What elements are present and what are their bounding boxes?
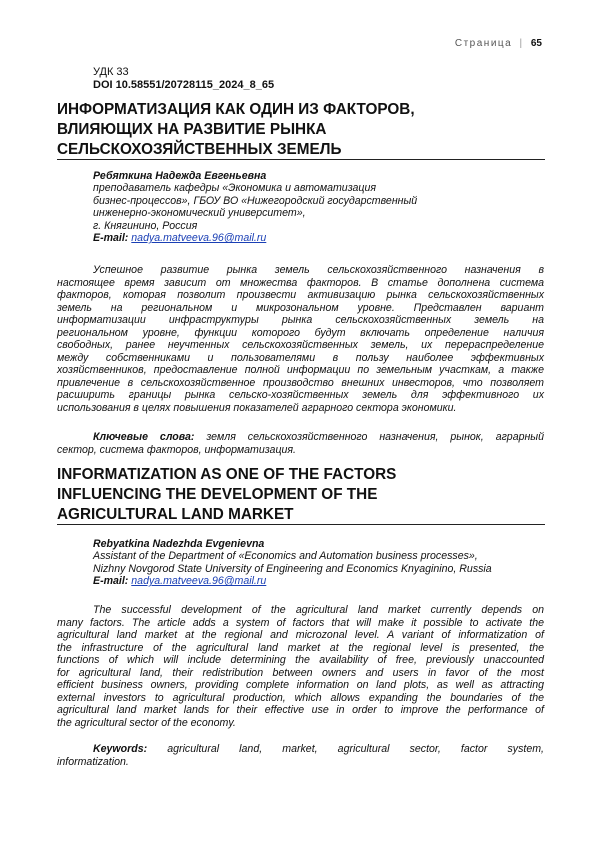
ru-affiliation-line: преподаватель кафедры «Экономика и автоматизация (93, 182, 377, 195)
ru-title (57, 100, 547, 160)
en-email-label: E-mail: (93, 575, 129, 588)
en-keywords-line: informatization. (57, 755, 129, 768)
en-author-block (93, 538, 543, 588)
udk-code: УДК 33 (93, 66, 129, 78)
ru-abstract-line: использования в целях повышения показателей аграрного сектора экономики. (57, 401, 457, 414)
en-abstract-line: external investors to agricultural production, which allows expanding the boundaries of the (57, 691, 544, 704)
en-abstract-line: agricultural land market at the regional and microzonal level. A variant of informatization of (57, 629, 544, 641)
ru-affiliation-line: бизнес-процессов», ГБОУ ВО «Нижегородский государственный (93, 194, 418, 207)
ru-abstract-line: факторов, которая позволит произвести активизацию рынка сельскохозяйственных (57, 289, 544, 301)
ru-title-line: СЕЛЬСКОХОЗЯЙСТВЕННЫХ ЗЕМЕЛЬ (57, 141, 342, 158)
ru-abstract (57, 264, 544, 414)
ru-abstract-line: Успешное развитие рынка земель сельскохозяйственного назначения в (93, 264, 544, 276)
en-abstract-line: agricultural land market lands for their effective use in order to improve the performance of (57, 704, 544, 716)
ru-email-row (93, 232, 543, 244)
ru-abstract-line: расширить границы рынка сельско-хозяйственных земель для эффективного их (57, 389, 544, 401)
ru-affiliation-line: г. Княгинино, Россия (93, 219, 198, 232)
ru-abstract-line: настоящее время зависит от множества факторов. В статье дополнена система (57, 276, 544, 289)
en-abstract-line: The successful development of the agricultural land market currently depends on (93, 604, 544, 616)
page-number: 65 (530, 38, 542, 49)
ru-author-name: Ребяткина Надежда Евгеньевна (93, 170, 267, 182)
ru-abstract-line: хозяйственников, предоставление полной информации по земельным участкам, а также (57, 364, 544, 376)
en-affiliation-line: Nizhny Novgorod State University of Engineering and Economics Knyaginino, Russia (93, 562, 492, 575)
en-abstract-line: the agricultural sector of the economy. (57, 716, 236, 729)
doi: DOI 10.58551/20728115_2024_8_65 (93, 79, 275, 91)
ru-abstract-line: земель на региональном и микрозональном уровне. Представлен вариант (57, 301, 544, 314)
ru-author-block (93, 170, 543, 244)
en-keywords-label: Keywords: (93, 743, 148, 755)
ru-title-rule (57, 159, 545, 160)
en-title-line: INFORMATIZATION AS ONE OF THE FACTORS (57, 466, 397, 483)
en-title-line: INFLUENCING THE DEVELOPMENT OF THE (57, 486, 378, 503)
ru-abstract-line: привлечение в сельскохозяйственное производство внешних инвесторов, что позволяет (57, 376, 544, 389)
en-abstract (57, 604, 544, 729)
en-affiliation-line: Assistant of the Department of «Economics and Automation business processes», (93, 550, 478, 563)
en-abstract-line: for agricultural land, their redistribution between owners and users in favor of the most (57, 666, 544, 679)
ru-keywords-label: Ключевые слова: (93, 431, 195, 443)
en-author-name: Rebyatkina Nadezhda Evgenievna (93, 538, 265, 550)
en-keywords-line (57, 743, 544, 756)
ru-affiliation-line: инженерно-экономический университет», (93, 207, 306, 220)
ru-title-line: ВЛИЯЮЩИХ НА РАЗВИТИЕ РЫНКА (57, 121, 327, 138)
en-keywords (57, 743, 544, 768)
en-title-rule (57, 524, 545, 525)
en-keywords-text: agricultural land, market, agricultural sector, factor system, (147, 743, 544, 755)
ru-abstract-line: между собственниками и пользователями в пользу наиболее эффективных (57, 351, 544, 364)
en-abstract-line: the infrastructure of the agricultural land market at the regional level is presented, the (57, 641, 544, 654)
ru-abstract-line: региональном уровне, функции которого будут включать определение наличия (57, 326, 544, 339)
en-email-link[interactable]: nadya.matveeva.96@mail.ru (131, 575, 267, 588)
ru-keywords-line (57, 431, 544, 444)
ru-title-line: ИНФОРМАТИЗАЦИЯ КАК ОДИН ИЗ ФАКТОРОВ, (57, 101, 415, 118)
ru-abstract-line: информатизации инфраструктуры рынка сельскохозяйственных земель на (57, 314, 544, 326)
ru-keywords (57, 431, 544, 456)
en-title (57, 465, 547, 525)
header-separator: | (519, 38, 524, 49)
ru-abstract-line: свободных, ранее неучтенных сельскохозяйственных земель, их перераспределение (57, 339, 544, 351)
running-header (455, 38, 542, 49)
en-abstract-line: many factors. The article adds a system of factors that will make it possible to activate the (57, 616, 544, 629)
ru-email-link[interactable]: nadya.matveeva.96@mail.ru (131, 232, 267, 245)
header-label: Страница (454, 38, 513, 49)
en-email-row (93, 575, 543, 587)
en-title-line: AGRICULTURAL LAND MARKET (57, 506, 294, 523)
ru-email-label: E-mail: (93, 232, 129, 245)
ru-keywords-line: сектор, система факторов, информатизация. (57, 443, 297, 456)
ru-keywords-text: земля сельскохозяйственного назначения, рынок, аграрный (194, 431, 544, 443)
en-abstract-line: efficient business owners, providing complete information on land plots, as well as attracting (57, 679, 544, 691)
en-abstract-line: functions of which will include determining the availability of free, previously unaccounted (57, 654, 544, 666)
